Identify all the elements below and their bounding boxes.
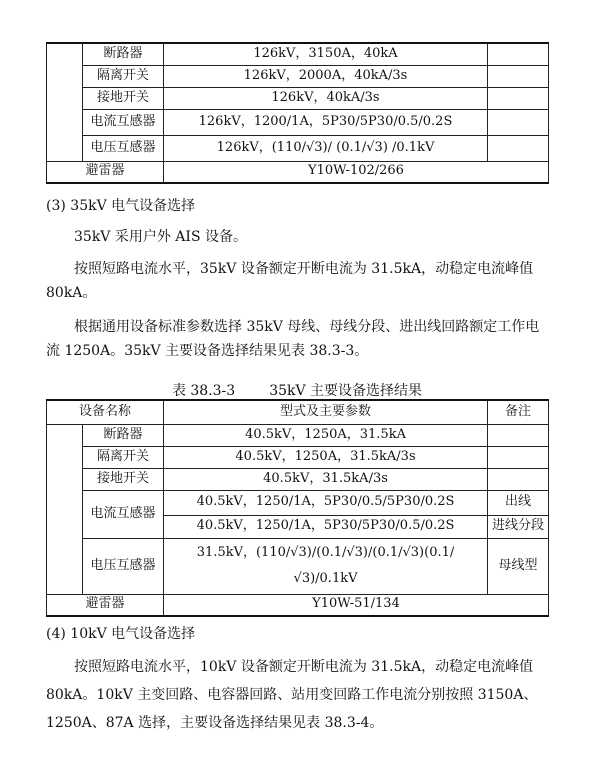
equipment-spec: 126kV，3150A，40kA [164,43,488,65]
equipment-spec: Y10W-102/266 [164,161,549,183]
equipment-spec: 40.5kV，1250A，31.5kA/3s [164,446,488,468]
table-row [47,538,549,594]
paragraph: 按照短路电流水平，35kV 设备额定开断电流为 31.5kA，动稳定电流峰值 80kA。 [46,261,534,301]
equipment-name: 断路器 [83,424,164,446]
table-row [47,135,549,161]
table-row-arrester [47,161,549,183]
equipment-name: 接地开关 [83,468,164,490]
equipment-spec: 40.5kV，1250A，31.5kA [164,424,488,446]
equipment-note [488,424,549,446]
equipment-spec: Y10W-51/134 [164,594,549,616]
equipment-note [488,43,549,65]
equipment-spec: 40.5kV，1250/1A，5P30/0.5/5P30/0.2S [164,490,488,515]
equipment-name: 接地开关 [83,87,164,109]
equipment-note: 出线 [488,490,549,515]
equipment-spec: 31.5kV，(110/√3)/(0.1/√3)/(0.1/√3)(0.1/√3)/0.1kV [164,538,488,594]
table-row [47,490,549,515]
equipment-table-110kv [46,42,549,184]
equipment-note [488,87,549,109]
table-row [47,43,549,65]
equipment-name: 电流互感器 [83,490,164,538]
equipment-table-35kv [46,399,549,617]
equipment-spec: 126kV，(110/√3)/ (0.1/√3) /0.1kV [164,135,488,161]
equipment-note [488,446,549,468]
equipment-name: 电压互感器 [83,538,164,594]
equipment-note [488,65,549,87]
equipment-spec: 126kV，1200/1A，5P30/5P30/0.5/0.2S [164,109,488,135]
paragraph: 按照短路电流水平，10kV 设备额定开断电流为 31.5kA，动稳定电流峰值 80kA。10kV 主变回路、电容器回路、站用变回路工作电流分别按照 3150A、1250A、87A 选择，主要设备选择结果见表 38.3-4。 [46,659,538,731]
table-row [47,424,549,446]
equipment-name: 电压互感器 [83,135,164,161]
equipment-name: 电流互感器 [83,109,164,135]
table-header-row [47,400,549,424]
equipment-spec: 126kV，2000A，40kA/3s [164,65,488,87]
paragraph: 根据通用设备标准参数选择 35kV 母线、母线分段、进出线回路额定工作电流 1250A。35kV 主要设备选择结果见表 38.3-3。 [46,319,540,359]
equipment-spec: 126kV，40kA/3s [164,87,488,109]
section-heading-35kv: (3) 35kV 电气设备选择 [46,198,196,214]
equipment-name: 隔离开关 [83,446,164,468]
equipment-note: 母线型 [488,538,549,594]
equipment-name: 隔离开关 [83,65,164,87]
table-caption [46,380,548,400]
equipment-note [488,468,549,490]
header-spec: 型式及主要参数 [164,400,488,424]
equipment-note [488,135,549,161]
header-note: 备注 [488,400,549,424]
equipment-note: 进线分段 [488,515,549,538]
table-row [47,87,549,109]
table-row [47,446,549,468]
equipment-name: 断路器 [83,43,164,65]
group-cell [47,424,83,594]
table-row [47,109,549,135]
header-equipment-name: 设备名称 [47,400,164,424]
equipment-note [488,109,549,135]
equipment-name: 避雷器 [47,594,164,616]
table-row [47,65,549,87]
table-row [47,468,549,490]
equipment-spec: 40.5kV，31.5kA/3s [164,468,488,490]
paragraph: 35kV 采用户外 AIS 设备。 [74,229,247,245]
equipment-spec: 40.5kV，1250/1A，5P30/5P30/0.5/0.2S [164,515,488,538]
table-number: 表 38.3-3 [171,383,236,399]
table-title: 35kV 主要设备选择结果 [269,383,423,399]
equipment-name: 避雷器 [47,161,164,183]
section-heading-10kv: (4) 10kV 电气设备选择 [46,626,196,642]
group-cell [47,43,83,161]
table-row-arrester [47,594,549,616]
